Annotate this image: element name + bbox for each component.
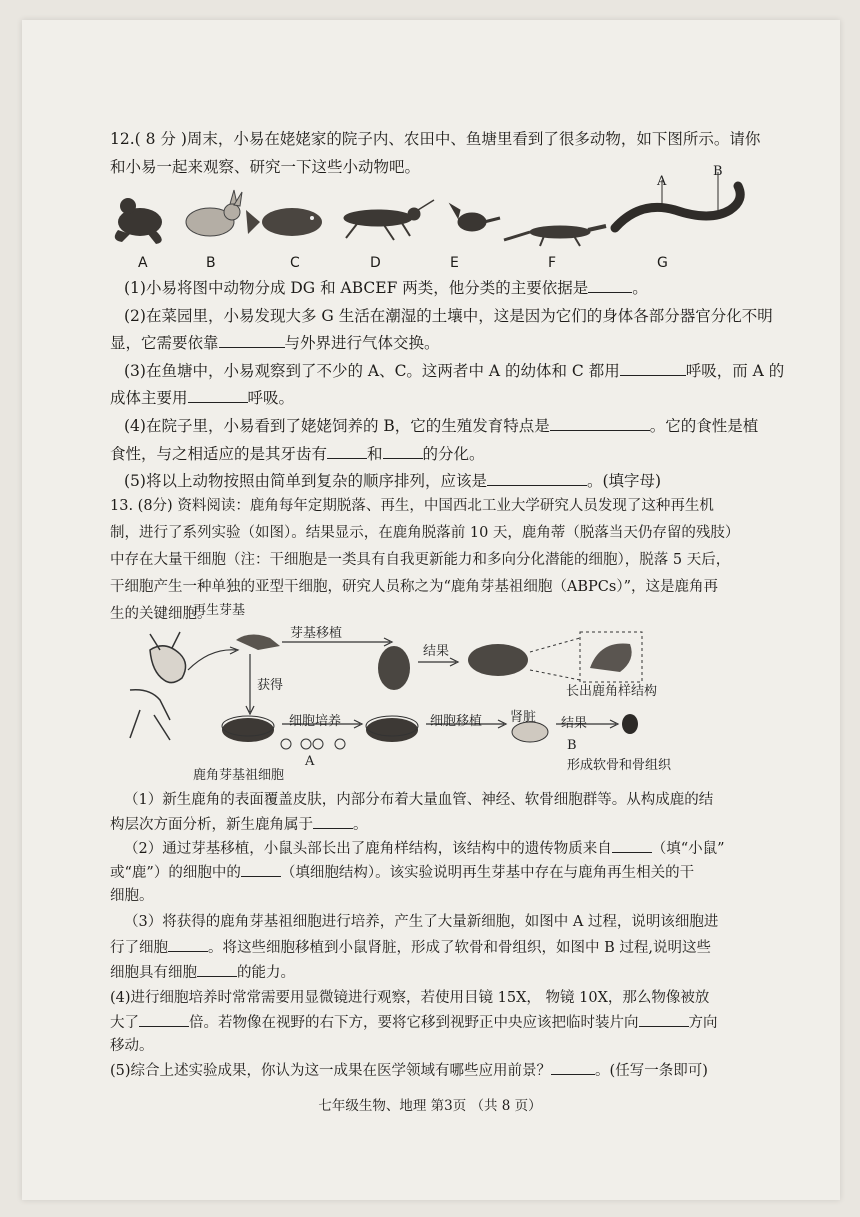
grasshopper-image (344, 200, 434, 240)
answer-blank[interactable] (383, 444, 423, 459)
q13-para-3: 中存在大量干细胞（注：干细胞是一类具有自我更新能力和多向分化潜能的细胞），脱落 5 天后， (110, 552, 731, 568)
label-antler-structure: 长出鹿角样结构 (566, 684, 658, 699)
dividing-cells-image (281, 739, 345, 749)
answer-blank[interactable] (168, 937, 208, 952)
animal-label-g: G (657, 255, 668, 271)
answer-blank[interactable] (487, 471, 587, 486)
mouse-kidney-image (512, 722, 548, 742)
label-regen-bud: 再生芽基 (193, 603, 246, 618)
label-process-b: B (567, 738, 577, 753)
q12-sub3a: (3)在鱼塘中，小易观察到了不少的 A、C。这两者中 A 的幼体和 C 都用 呼吸，而 A 的 (124, 362, 785, 380)
answer-blank[interactable] (219, 333, 285, 348)
label-cartilage: 形成软骨和骨组织 (567, 758, 672, 773)
label-obtain: 获得 (257, 678, 284, 693)
q12-sub2b: 显，它需要依靠 与外界进行气体交换。 (110, 334, 440, 352)
animal-label-a: A (138, 255, 148, 271)
result-mouse-image (468, 644, 528, 676)
marker-b: B (713, 164, 723, 179)
q12-sub1: (1)小易将图中动物分成 DG 和 ABCEF 两类，他分类的主要依据是 。 (124, 279, 648, 297)
marker-a: A (657, 174, 667, 189)
mouse-with-bud-image (236, 634, 280, 650)
answer-blank[interactable] (612, 838, 652, 853)
q13-para-1: 13. (8分) 资料阅读：鹿角每年定期脱落、再生，中国西北工业大学研究人员发现了这种再生机 (110, 498, 714, 514)
transplanted-mouse-image (378, 646, 410, 690)
q13-sub4b: 大了 倍。若物像在视野的右下方，要将它移到视野正中央应该把临时装片向 方向 (110, 1012, 718, 1033)
crayfish-image (450, 204, 500, 231)
label-process-a: A (305, 754, 315, 769)
page-footer: 七年级生物、地理 第3页 （共 8 页） (318, 1098, 542, 1114)
q12-line2: 和小易一起来观察、研究一下这些小动物吧。 (110, 158, 421, 176)
answer-blank[interactable] (313, 814, 353, 829)
answer-blank[interactable] (620, 361, 686, 376)
animal-label-f: F (548, 255, 557, 271)
q12-sub5: (5)将以上动物按照由简单到复杂的顺序排列，应该是 。(填字母) (124, 472, 662, 490)
q13-sub1b: 构层次方面分析，新生鹿角属于 。 (110, 814, 368, 835)
label-cell-culture: 细胞培养 (289, 714, 342, 729)
animal-label-b: B (206, 255, 216, 271)
petri-dish-2 (366, 716, 418, 742)
q13-sub2a: （2）通过芽基移植，小鼠头部长出了鹿角样结构，该结构中的遗传物质来自 （填“小鼠” (124, 838, 725, 859)
label-result-1: 结果 (423, 644, 450, 659)
label-result-2: 结果 (561, 716, 588, 731)
antler-structure-image (590, 644, 632, 673)
animal-label-e: E (450, 255, 459, 271)
answer-blank[interactable] (188, 388, 248, 403)
q13-sub2c: 细胞。 (110, 888, 154, 904)
answer-blank[interactable] (327, 444, 367, 459)
petri-dish-1 (222, 716, 274, 742)
label-abpc: 鹿角芽基祖细胞 (193, 768, 285, 783)
q13-sub4a: (4)进行细胞培养时常常需要用显微镜进行观察，若使用目镜 15X， 物镜 10X，那么物像被放 (110, 990, 710, 1006)
deer-image (130, 632, 186, 740)
answer-blank[interactable] (588, 278, 632, 293)
rabbit-image (186, 190, 242, 236)
answer-blank[interactable] (197, 962, 237, 977)
q12-sub2a: (2)在菜园里，小易发现大多 G 生活在潮湿的土壤中，这是因为它们的身体各部分器官分化不明 (124, 307, 773, 325)
answer-blank[interactable] (241, 862, 281, 877)
frog-image (115, 198, 162, 244)
label-cell-transplant: 细胞移植 (430, 714, 483, 729)
q13-sub3c: 细胞具有细胞 的能力。 (110, 962, 295, 983)
bone-tissue-image (622, 714, 638, 734)
earthworm-image (615, 172, 740, 228)
answer-blank[interactable] (139, 1012, 189, 1027)
animal-label-d: D (370, 255, 381, 271)
q13-sub2b: 或“鹿”）的细胞中的 （填细胞结构）。该实验说明再生芽基中存在与鹿角再生相关的干 (110, 862, 694, 883)
answer-blank[interactable] (551, 1060, 595, 1075)
q13-para-2: 制，进行了系列实验（如图）。结果显示，在鹿角脱落前 10 天，鹿角蒂（脱落当天仍存留的残肢） (110, 525, 740, 541)
label-bud-transplant: 芽基移植 (290, 626, 343, 641)
q13-para-4: 干细胞产生一种单独的亚型干细胞，研究人员称之为“鹿角芽基祖细胞（ABPCs）”，这是鹿角再 (110, 579, 718, 595)
q13-sub5: (5)综合上述实验成果，你认为这一成果在医学领域有哪些应用前景？ 。(任写一条即可) (110, 1060, 708, 1081)
q13-sub1a: （1）新生鹿角的表面覆盖皮肤，内部分布着大量血管、神经、软骨细胞群等。从构成鹿的结 (124, 792, 714, 808)
animal-label-c: C (290, 255, 300, 271)
q13-sub4c: 移动。 (110, 1038, 154, 1054)
label-kidney: 肾脏 (510, 710, 537, 725)
q13-para-5: 生的关键细胞。 (110, 606, 212, 622)
q12-sub4a: (4)在院子里，小易看到了姥姥饲养的 B，它的生殖发育特点是 。它的食性是植 (124, 417, 759, 435)
lizard-image (504, 226, 606, 246)
answer-blank[interactable] (550, 416, 650, 431)
q13-sub3a: （3）将获得的鹿角芽基祖细胞进行培养，产生了大量新细胞，如图中 A 过程，说明该细胞进 (124, 914, 719, 930)
fish-image (246, 208, 322, 236)
q12-sub4b: 食性，与之相适应的是其牙齿有 和 的分化。 (110, 445, 485, 463)
q12-sub3b: 成体主要用 呼吸。 (110, 389, 295, 407)
q12-line1: 12.( 8 分 )周末，小易在姥姥家的院子内、农田中、鱼塘里看到了很多动物，如下图所示。请你 (110, 130, 761, 148)
q13-sub3b: 行了细胞 。将这些细胞移植到小鼠肾脏，形成了软骨和骨组织，如图中 B 过程,说明这些 (110, 937, 711, 958)
answer-blank[interactable] (639, 1012, 689, 1027)
